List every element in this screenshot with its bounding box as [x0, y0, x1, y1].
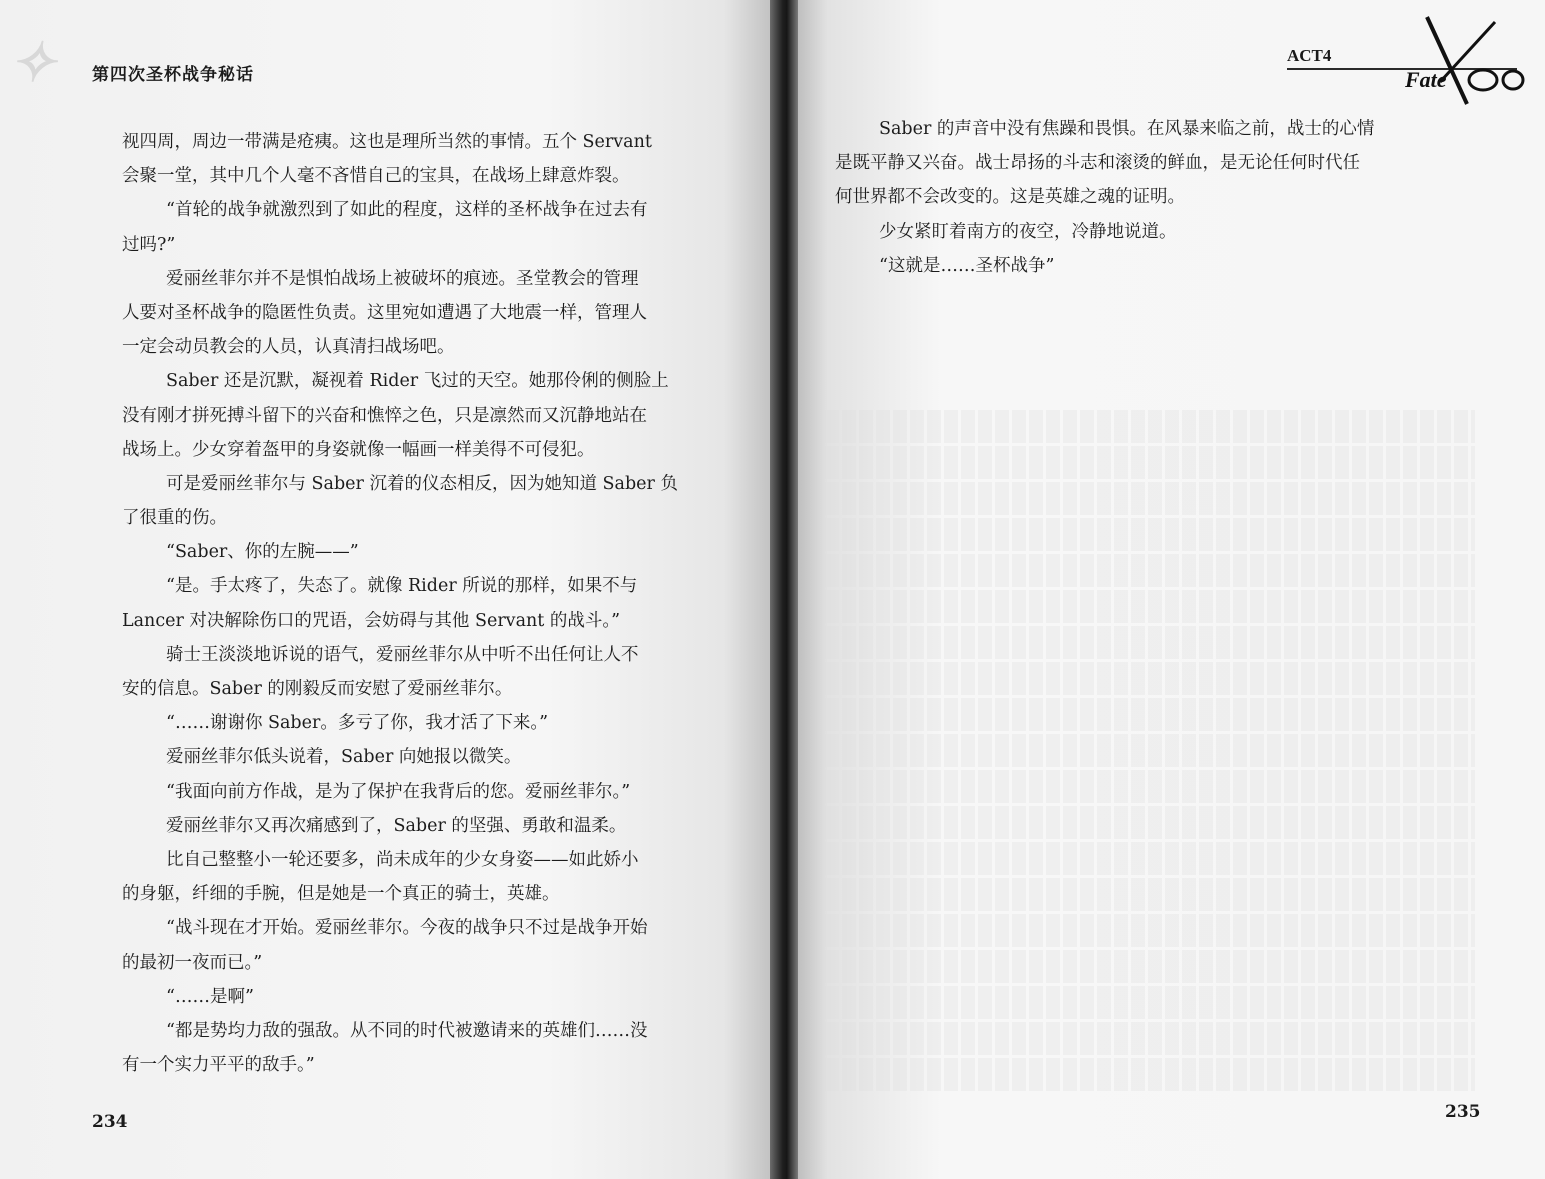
- text-line: Lancer 对决解除伤口的咒语，会妨碍与其他 Servant 的战斗。”: [122, 610, 621, 631]
- text-line: 没有刚才拼死搏斗留下的兴奋和憔悴之色，只是凛然而又沉静地站在: [122, 405, 647, 426]
- text-line: 比自己整整小一轮还要多，尚未成年的少女身姿——如此娇小: [166, 849, 639, 870]
- book-gutter: [770, 0, 798, 1179]
- text-line: 的身躯，纤细的手腕，但是她是一个真正的骑士，英雄。: [122, 884, 560, 905]
- text-line: “战斗现在才开始。爱丽丝菲尔。今夜的战争只不过是战争开始: [166, 918, 648, 939]
- text-line: 可是爱丽丝菲尔与 Saber 沉着的仪态相反，因为她知道 Saber 负: [166, 473, 678, 494]
- text-line: “是。手太疼了，失态了。就像 Rider 所说的那样，如果不与: [166, 576, 638, 597]
- text-line: 何世界都不会改变的。这是英雄之魂的证明。: [835, 187, 1185, 208]
- text-line: 视四周，周边一带满是疮痍。这也是理所当然的事情。五个 Servant: [122, 132, 652, 152]
- text-line: 爱丽丝菲尔低头说着，Saber 向她报以微笑。: [166, 747, 522, 768]
- page-number-left: 234: [92, 1112, 128, 1132]
- text-line: 了很重的伤。: [122, 508, 227, 529]
- text-line: 会聚一堂，其中几个人毫不吝惜自己的宝具，在战场上肆意炸裂。: [122, 166, 630, 187]
- text-line: 的最初一夜而已。”: [122, 952, 263, 973]
- page-number-right: 235: [1445, 1102, 1481, 1122]
- text-line: “Saber、你的左腕——”: [166, 542, 359, 563]
- bleed-through-text: [825, 410, 1475, 1110]
- text-line: 是既平静又兴奋。战士昂扬的斗志和滚烫的鲜血，是无论任何时代任: [835, 153, 1360, 174]
- right-page: [790, 0, 1545, 1179]
- fate-zero-logo-icon: [1405, 12, 1535, 107]
- running-header: 第四次圣杯战争秘话: [92, 65, 254, 85]
- left-body-text: [122, 125, 720, 1082]
- text-line: 骑士王淡淡地诉说的语气，爱丽丝菲尔从中听不出任何让人不: [166, 644, 639, 665]
- text-line: “首轮的战争就激烈到了如此的程度，这样的圣杯战争在过去有: [166, 200, 648, 221]
- fate-logo-text: Fate: [1405, 67, 1447, 92]
- text-line: “……谢谢你 Saber。多亏了你，我才活了下来。”: [166, 713, 549, 734]
- text-line: 一定会动员教会的人员，认真清扫战场吧。: [122, 337, 455, 358]
- text-line: 安的信息。Saber 的刚毅反而安慰了爱丽丝菲尔。: [122, 679, 513, 699]
- text-line: “我面向前方作战，是为了保护在我背后的您。爱丽丝菲尔。”: [166, 781, 631, 802]
- act-header: [1287, 42, 1527, 102]
- text-line: “都是势均力敌的强敌。从不同的时代被邀请来的英雄们……没: [166, 1020, 648, 1041]
- text-line: Saber 的声音中没有焦躁和畏惧。在风暴来临之前，战士的心情: [879, 119, 1375, 139]
- text-line: Saber 还是沉默，凝视着 Rider 飞过的天空。她那伶俐的侧脸上: [166, 371, 669, 392]
- text-line: 有一个实力平平的敌手。”: [122, 1055, 315, 1076]
- watermark-logo-icon: ✧: [10, 30, 56, 94]
- text-line: 少女紧盯着南方的夜空，冷静地说道。: [879, 221, 1177, 242]
- text-line: “这就是……圣杯战争”: [879, 255, 1055, 276]
- text-line: 战场上。少女穿着盔甲的身姿就像一幅画一样美得不可侵犯。: [122, 439, 595, 460]
- text-line: 人要对圣杯战争的隐匿性负责。这里宛如遭遇了大地震一样，管理人: [122, 302, 647, 323]
- text-line: “……是啊”: [166, 986, 254, 1007]
- text-line: 爱丽丝菲尔并不是惧怕战场上被破坏的痕迹。圣堂教会的管理: [166, 268, 639, 289]
- text-line: 爱丽丝菲尔又再次痛感到了，Saber 的坚强、勇敢和温柔。: [166, 815, 627, 836]
- text-line: 过吗?”: [122, 234, 176, 255]
- act-label: ACT4: [1287, 46, 1332, 65]
- right-body-text: [835, 112, 1425, 283]
